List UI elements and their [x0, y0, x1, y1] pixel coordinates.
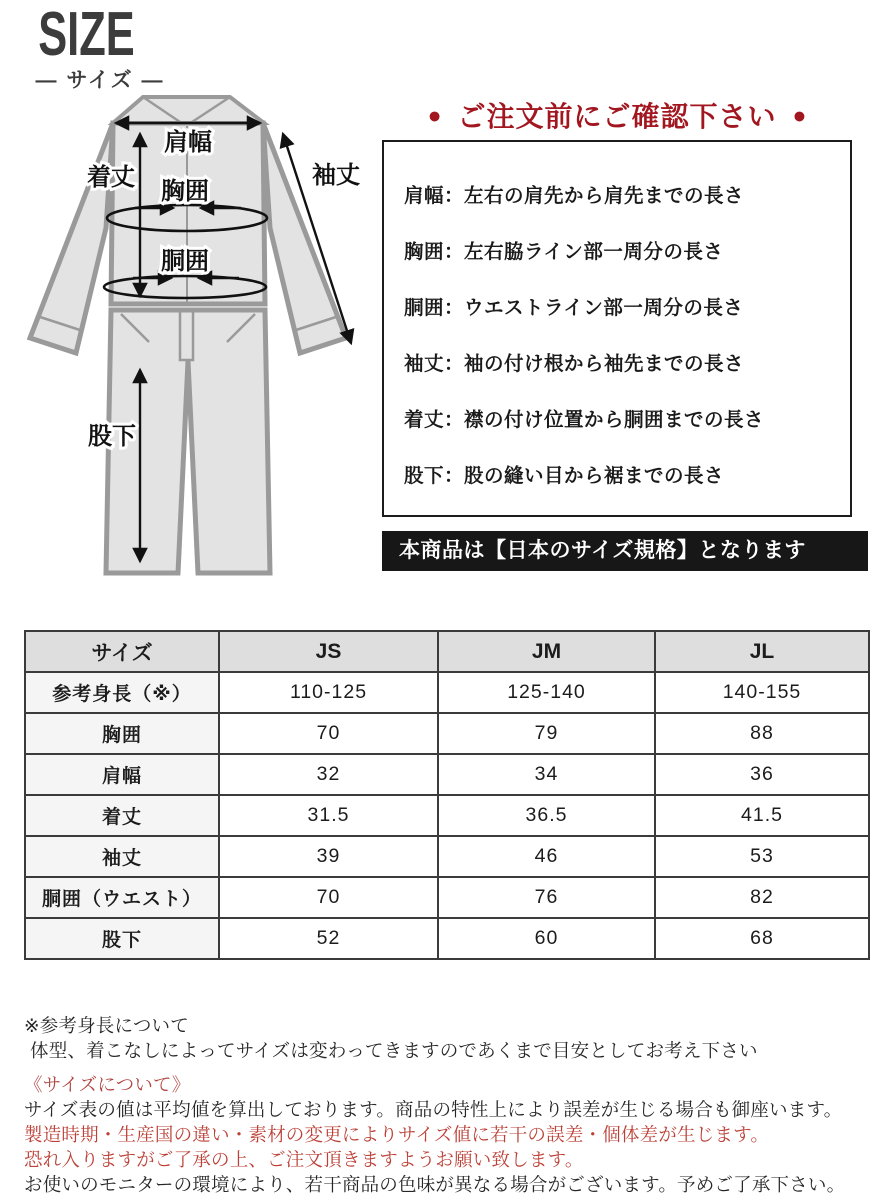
collar	[113, 97, 264, 123]
table-header-jl: JL	[655, 631, 869, 672]
table-cell: 46	[438, 836, 655, 877]
row-label: 着丈	[25, 795, 219, 836]
table-cell: 41.5	[655, 795, 869, 836]
height-note-title: ※参考身長について	[24, 1015, 189, 1036]
red-dot-icon: ●	[427, 101, 442, 128]
note-line: サイズ表の値は平均値を算出しております。商品の特性上により誤差が生じる場合も御座います。	[24, 1099, 843, 1120]
coverall-diagram-svg	[12, 86, 382, 611]
page-title	[20, 0, 190, 94]
size-table	[24, 630, 870, 960]
table-row-sleeve	[25, 836, 869, 877]
table-cell: 82	[655, 877, 869, 918]
table-cell: 70	[219, 713, 438, 754]
row-label: 股下	[25, 918, 219, 959]
table-header-row	[25, 631, 869, 672]
table-cell: 52	[219, 918, 438, 959]
notice-heading-text: ご注文前にご確認下さい	[457, 101, 777, 132]
definition-waist: 胴囲：ウエストライン部一周分の長さ	[404, 297, 744, 319]
footer-notes	[24, 1013, 869, 1197]
table-row-height	[25, 672, 869, 713]
table-row-chest	[25, 713, 869, 754]
japan-size-standard-bar: 本商品は【日本のサイズ規格】となります	[382, 531, 868, 571]
table-header-size: サイズ	[25, 631, 219, 672]
row-label: 肩幅	[25, 754, 219, 795]
red-dot-icon: ●	[792, 101, 807, 128]
row-label: 袖丈	[25, 836, 219, 877]
table-cell: 125-140	[438, 672, 655, 713]
table-cell: 79	[438, 713, 655, 754]
table-header-js: JS	[219, 631, 438, 672]
inseam-label: 股下	[88, 423, 136, 450]
shoulder-width-label: 肩幅	[164, 129, 212, 156]
notice-heading	[382, 96, 852, 134]
table-cell: 70	[219, 877, 438, 918]
definition-inseam: 股下：股の縫い目から裾までの長さ	[404, 465, 725, 487]
page-title-sub: — サイズ —	[35, 69, 165, 92]
definition-sleeve: 袖丈：袖の付け根から袖先までの長さ	[404, 353, 745, 375]
garment-measurement-diagram	[12, 86, 382, 611]
row-label: 参考身長（※）	[25, 672, 219, 713]
chest-label: 胸囲	[161, 178, 209, 205]
height-note-body: 体型、着こなしによってサイズは変わってきますのであくまで目安としてお考え下さい	[30, 1040, 758, 1061]
note-line: 恐れ入りますがご了承の上、ご注文頂きますようお願い致します。	[24, 1149, 584, 1170]
table-cell: 39	[219, 836, 438, 877]
table-cell: 36.5	[438, 795, 655, 836]
table-cell: 53	[655, 836, 869, 877]
table-cell: 31.5	[219, 795, 438, 836]
table-cell: 34	[438, 754, 655, 795]
table-cell: 36	[655, 754, 869, 795]
waist-label: 胴囲	[161, 248, 209, 275]
table-row-inseam	[25, 918, 869, 959]
note-line: お使いのモニターの環境により、若干商品の色味が異なる場合がございます。予めご了承下さい。	[24, 1174, 846, 1195]
table-cell: 60	[438, 918, 655, 959]
size-about-title: 《サイズについて》	[24, 1074, 191, 1095]
measurement-definitions-box	[382, 140, 852, 517]
definition-chest: 胸囲：左右脇ライン部一周分の長さ	[404, 241, 724, 263]
sleeve-length-label: 袖丈	[312, 162, 360, 189]
table-cell: 32	[219, 754, 438, 795]
definition-shoulder: 肩幅：左右の肩先から肩先までの長さ	[404, 185, 745, 207]
table-row-length	[25, 795, 869, 836]
table-cell: 88	[655, 713, 869, 754]
note-line: 製造時期・生産国の違い・素材の変更によりサイズ値に若干の誤差・個体差が生じます。	[24, 1124, 770, 1145]
page-title-main: SIZE	[38, 0, 135, 69]
table-cell: 76	[438, 877, 655, 918]
table-cell: 110-125	[219, 672, 438, 713]
row-label: 胴囲（ウエスト）	[25, 877, 219, 918]
body-length-label: 着丈	[87, 164, 135, 191]
table-row-waist	[25, 877, 869, 918]
table-header-jm: JM	[438, 631, 655, 672]
notes-spacer	[24, 1063, 869, 1072]
row-label: 胸囲	[25, 713, 219, 754]
definition-length: 着丈：襟の付け位置から胴囲までの長さ	[404, 409, 765, 431]
table-cell: 68	[655, 918, 869, 959]
table-row-shoulder	[25, 754, 869, 795]
table-cell: 140-155	[655, 672, 869, 713]
